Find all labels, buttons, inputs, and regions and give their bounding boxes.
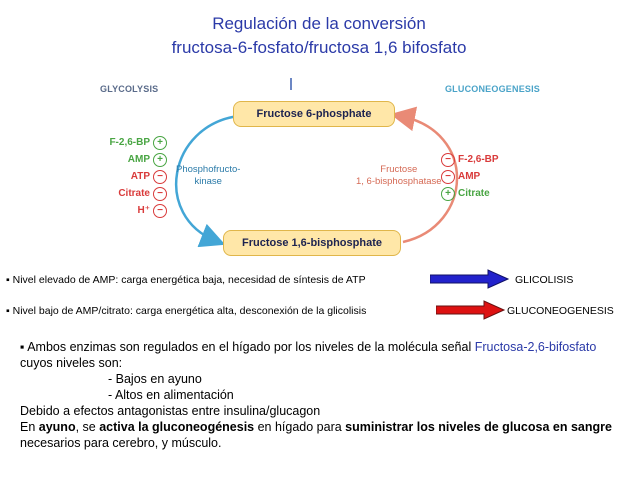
list-item: - Altos en alimentación: [108, 388, 234, 402]
regulator-item: − AMP: [438, 168, 528, 185]
phosphofructokinase-label: Phosphofructo- kinase: [176, 164, 241, 187]
minus-icon: −: [153, 204, 167, 218]
gluconeogenesis-label: GLUCONEOGENESIS: [444, 84, 540, 94]
plus-icon: +: [441, 187, 455, 201]
regulator-item: AMP +: [90, 151, 170, 168]
paragraph-hormones: Debido a efectos antagonistas entre insulina/glucagon: [20, 404, 321, 418]
minus-icon: −: [153, 170, 167, 184]
signal-molecule: Fructosa-2,6-bifosfato: [474, 340, 597, 354]
paragraph-enzymes: ▪ Ambos enzimas son regulados en el hígado por los niveles de la molécula señal Fructosa-2,6-bifosfato cuyos niveles son:: [20, 340, 597, 370]
result-glicolisis: GLICOLISIS: [515, 274, 574, 286]
fructose-6-phosphate-box: Fructose 6-phosphate: [233, 101, 395, 127]
regulator-item: + Citrate: [438, 185, 528, 202]
regulation-diagram: [88, 76, 548, 260]
title-line-1: Regulación de la conversión: [212, 14, 426, 33]
plus-icon: +: [153, 153, 167, 167]
glycolysis-label: GLYCOLYSIS: [100, 84, 159, 94]
regulator-item: H⁺ −: [90, 202, 170, 219]
regulator-item: F-2,6-BP +: [90, 134, 170, 151]
regulator-item: ATP −: [90, 168, 170, 185]
explanation-text: [20, 339, 620, 451]
list-item: - Bajos en ayuno: [108, 372, 202, 386]
bullet-high-amp: ▪ Nivel elevado de AMP: carga energética baja, necesidad de síntesis de ATP: [6, 274, 366, 286]
fructose-bisphosphate-box: Fructose 1,6-bisphosphate: [223, 230, 401, 256]
minus-icon: −: [153, 187, 167, 201]
right-regulators: [438, 151, 528, 202]
title-line-2: fructosa-6-fosfato/fructosa 1,6 bifosfato: [171, 38, 467, 57]
bisphosphatase-label: Fructose 1, 6-bisphosphatase: [356, 164, 442, 187]
arrow-right-icon: [430, 269, 510, 289]
plus-icon: +: [153, 136, 167, 150]
regulator-item: Citrate −: [90, 185, 170, 202]
minus-icon: −: [441, 170, 455, 184]
minus-icon: −: [441, 153, 455, 167]
regulator-item: − F-2,6-BP: [438, 151, 528, 168]
bullet-low-amp: ▪ Nivel bajo de AMP/citrato: carga energética alta, desconexión de la glicolisis: [6, 305, 367, 317]
arrow-right-icon: [436, 300, 506, 320]
left-regulators: [90, 134, 170, 219]
result-gluconeogenesis: GLUCONEOGENESIS: [507, 305, 614, 317]
paragraph-fasting: En ayuno, se activa la gluconeogénesis en hígado para suministrar los niveles de glucosa en sangre necesarios para cerebro, y músculo.: [20, 420, 612, 450]
